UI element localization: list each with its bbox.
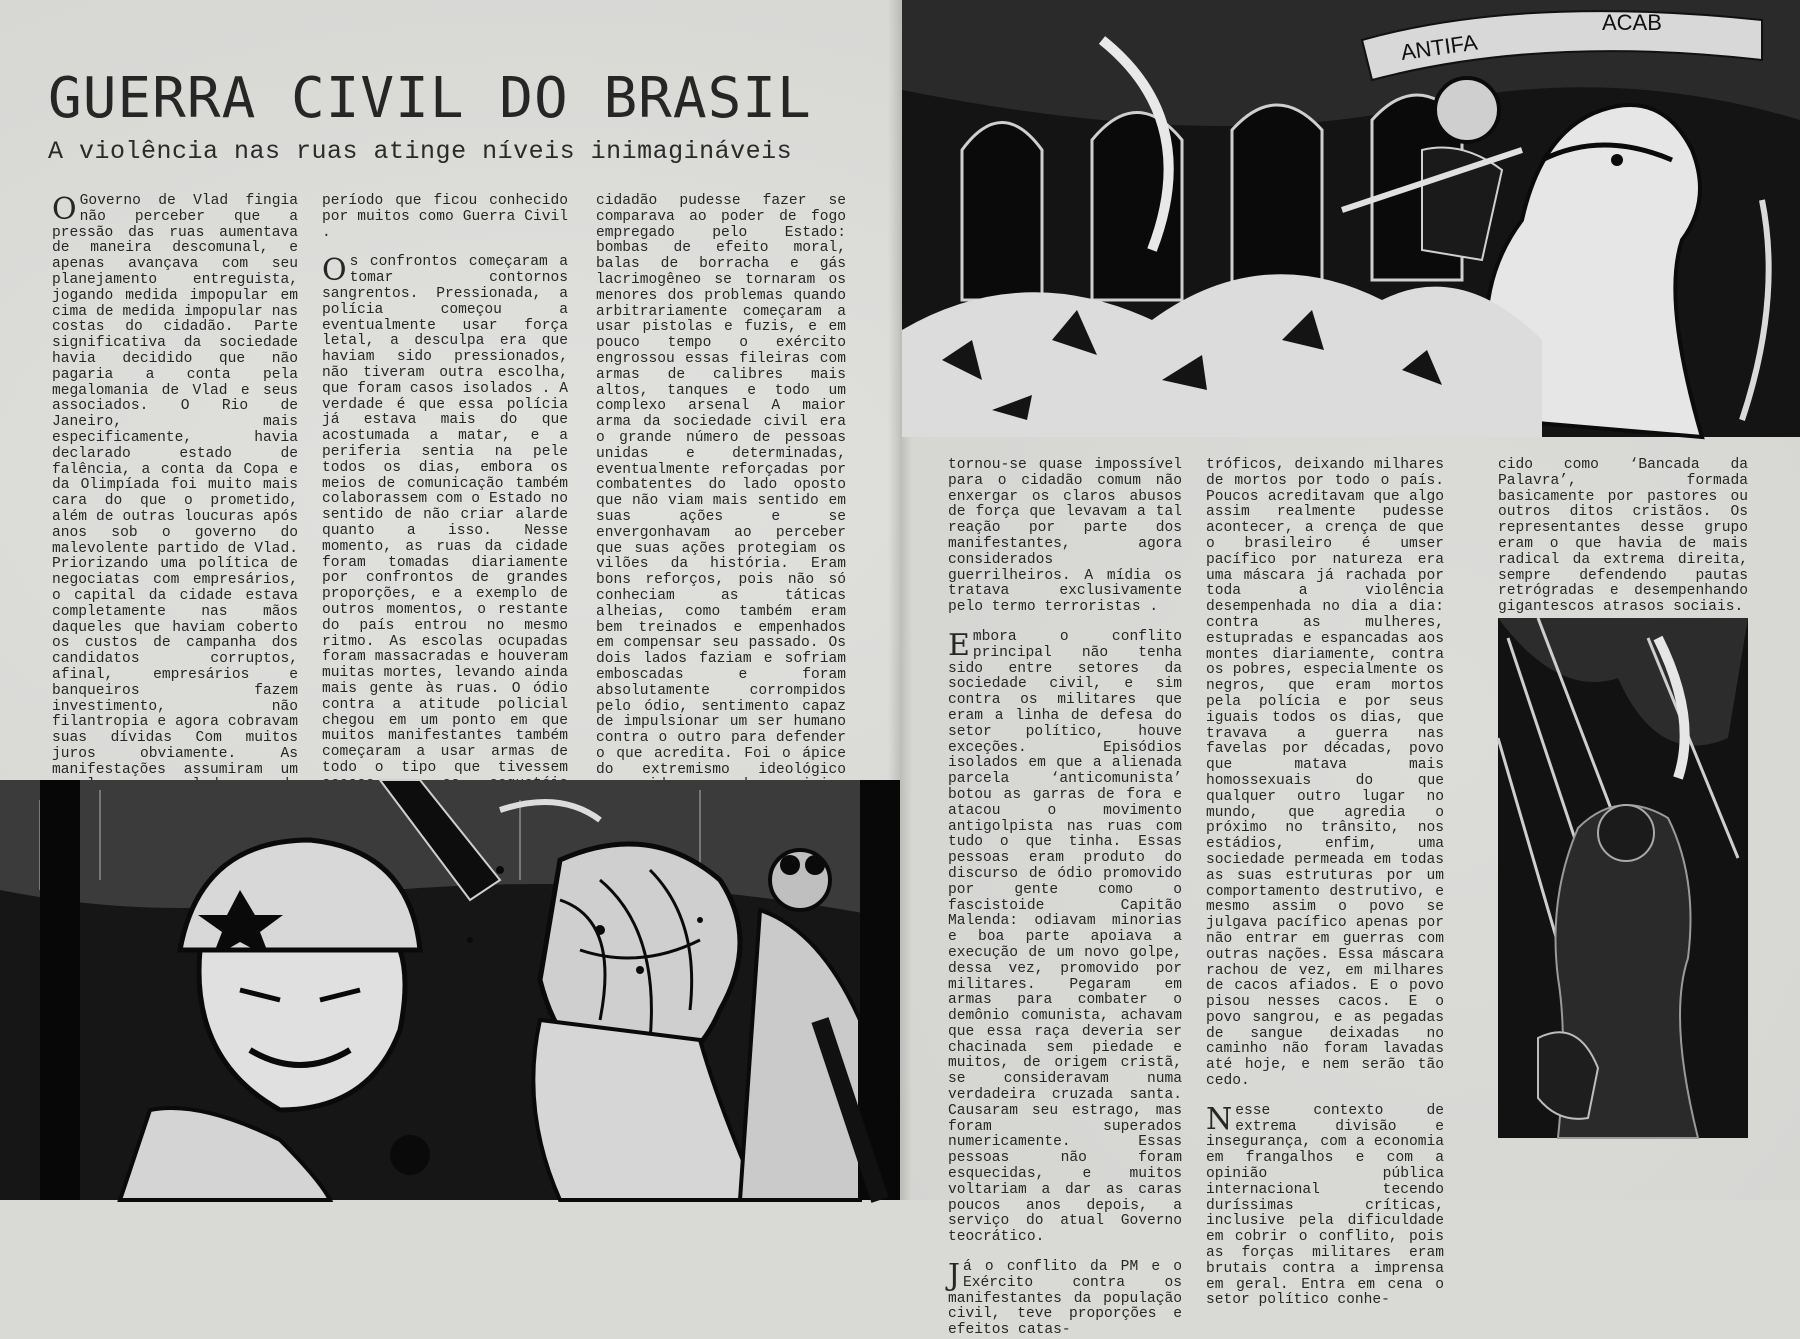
drop-cap: J [948, 1258, 961, 1294]
banner-text: ANTIFA [1399, 29, 1479, 65]
illustration-art [0, 780, 900, 1200]
drop-cap: E [948, 627, 970, 663]
column-text: mbora o conflito principal não tenha sido entre setores da sociedade civil, e sim contra os militares que eram a linha de defesa do setor político, houve exceções. Episódios isolados em que a alienada parcela ‘anticomunista’ botou as garras de fora e atacou o movimento antigolpista nas ruas com tudo o que tinha. Essas pessoas eram produto do discurso de ódio promovido por gente como o fascistoide Capitão Malenda: odiavam minorias e boa parte apoiava a execução de um novo golpe, dessa vez, promovido por militares. Pegaram em armas para combater o demônio comunista, achavam que essa raça deveria ser chacinada sem piedade e muitos, de origem cristã, se consideravam numa verdadeira cruzada santa. Causaram seu estrago, mas foram superados numericamente. Essas pessoas não foram esquecidas, e muitos voltariam a dar as caras poucos anos depois, a serviço do atual Governo teocrático. [948, 628, 1182, 1246]
column-text: s confrontos começaram a tomar contornos sangrentos. Pressionada, a polícia começou a eventualmente usar força letal, a desculpa era que haviam sido pressionados, não tiveram outra escolha, que foram casos isolados . A verdade é que essa polícia já estava mais do que acostumada a matar, e a periferia sentia na pele todos os dias, embora os meios de comunicação também colaborassem com o Estado no sentido de não criar alarde quanto a isso. Nesse momento, as ruas da cidade foram tomadas diariamente por confrontos de grandes proporções, e a exemplo de outros momentos, o restante do país entrou no mesmo ritmo. As escolas ocupadas foram massacradas e houveram muitas mortes, levando ainda mais gente às ruas. O ódio contra a atitude policial chegou em um ponto em que muitos manifestantes também começaram a usar armas de todo o tipo que tivessem [322, 254, 568, 776]
article-title: GUERRA CIVIL DO BRASIL [48, 66, 812, 131]
illustration-mounted-police [902, 0, 1800, 437]
text-column-5 [1206, 457, 1444, 1309]
illustration-soldier [1498, 618, 1748, 1138]
column-text: cidadão pudesse fazer se comparava ao poder de fogo empregado pelo Estado: bombas de efeito moral, balas de borracha e gás lacrimogêneo se tornaram os menores dos problemas quando arbitrariamente começaram a usar pistolas e fuzis, e em pouco tempo o exército engrossou essas fileiras com armas de calibres mais altos, tanques e todo um complexo arsenal A maior arma da sociedade civil era o grande número de pessoas unidas e determinadas, eventualmente reforçadas por combatentes do lado oposto que não viam mais sentido em suas ações e se envergonhavam ao perceber que suas ações protegiam os vilões da história. Eram bons reforços, pois não só conheciam as táticas alheias, como também eram bem treinados e empenhados em compensar seu passado. Os dois lados faziam e sofriam emboscadas e foram absolutamente corrompidos pelo ódio, sentimento capaz de impulsionar um ser humano contra o outro para defender o que acredita. Foi o ápice do extremismo ideológico [596, 193, 846, 778]
text-column-6 [1498, 457, 1748, 616]
column-text: tornou-se quase impossível para o cidadão comum não enxergar os claros abusos de força que levavam a tal reação por parte dos manifestantes, agora considerados guerrilheiros. A mídia os tratava exclusivamente pelo termo terroristas . [948, 457, 1182, 616]
text-column-2 [322, 193, 568, 776]
banner-text-2: ACAB [1602, 10, 1662, 35]
illustration-art [902, 0, 1800, 437]
column-text: período que ficou conhecido por muitos como Guerra Civil . [322, 193, 568, 241]
text-column-4 [948, 457, 1182, 1339]
illustration-art [1498, 618, 1748, 1138]
column-text: á o conflito da PM e o Exército contra os manifestantes da população civil, teve proporções e efeitos catas- [948, 1259, 1182, 1339]
drop-cap: O [322, 253, 347, 289]
article-subtitle: A violência nas ruas atinge níveis inimagináveis [48, 137, 793, 166]
drop-cap: N [1206, 1101, 1233, 1137]
column-text: Governo de Vlad fingia não perceber que a pressão das ruas aumentava de maneira descomunal, e apenas avançava com seu planejamento entreguista, jogando medida impopular em cima de medida impopular nas costas do cidadão. Parte significativa da sociedade havia decidido que não pagaria a conta pela megalomania de Vlad e seus associados. O Rio de Janeiro, mais especificamente, havia declarado estado de falência, a conta da Copa e da Olimpíada foi muito mais cara do que o prometido, além de outras loucuras após anos sob o governo do malevolente partido de Vlad. Priorizando uma política de negociatas com empresários, o capital da cidade estava completamente nas mãos daqueles que haviam coberto os custos de campanha dos candidatos corruptos, afinal, empresários e banqueiros fazem investimento, não filantropia e agora cobravam suas dívidas Com muitos juros obviamente. As manifestações assumiram um [52, 193, 298, 778]
illustration-protesters [0, 780, 900, 1200]
column-text: cido como ‘Bancada da Palavra’, formada basicamente por pastores ou outros ditos cristãos. Os representantes desse grupo eram o que havia de mais radical da extrema direita, sempre defendendo pautas retrógradas e desempenhando gigantescos atrasos sociais. [1498, 457, 1748, 616]
text-column-3 [596, 193, 846, 778]
column-text: esse contexto de extrema divisão e insegurança, com a economia em frangalhos e com a opinião pública internacional tecendo duríssimas críticas, inclusive pela dificuldade em cobrir o conflito, pois as forças militares eram brutais contra a imprensa em geral. Entra em cena o setor político conhe- [1206, 1102, 1444, 1309]
text-column-1 [52, 192, 298, 778]
column-text: tróficos, deixando milhares de mortos por todo o país. Poucos acreditavam que algo assim realmente pudesse acontecer, a crença de que o brasileiro é umser pacífico por natureza era uma máscara já rachada por toda a violência desempenhada no dia a dia: contra as mulheres, estupradas e espancadas aos montes diariamente, contra os pobres, especialmente os negros, que eram mortos pela polícia e por seus iguais todos os dias, que travava a guerra nas favelas por décadas, povo que matava mais homossexuais do que qualquer outro lugar no mundo, que agredia o próximo no trânsito, nos estádios, enfim, uma sociedade permeada em todas as suas estruturas por um comportamento destrutivo, e mesmo assim o povo se julgava pacífico apenas por não entrar em guerras com outras nações. Essa máscara rachou de vez, em milhares de cacos afiados. E o povo pisou nesses cacos. E o povo sangrou, e as pegadas de sangue deixadas no caminho não foram lavadas até hoje, e nem serão tão cedo. [1206, 457, 1444, 1090]
drop-cap: O [52, 192, 77, 227]
